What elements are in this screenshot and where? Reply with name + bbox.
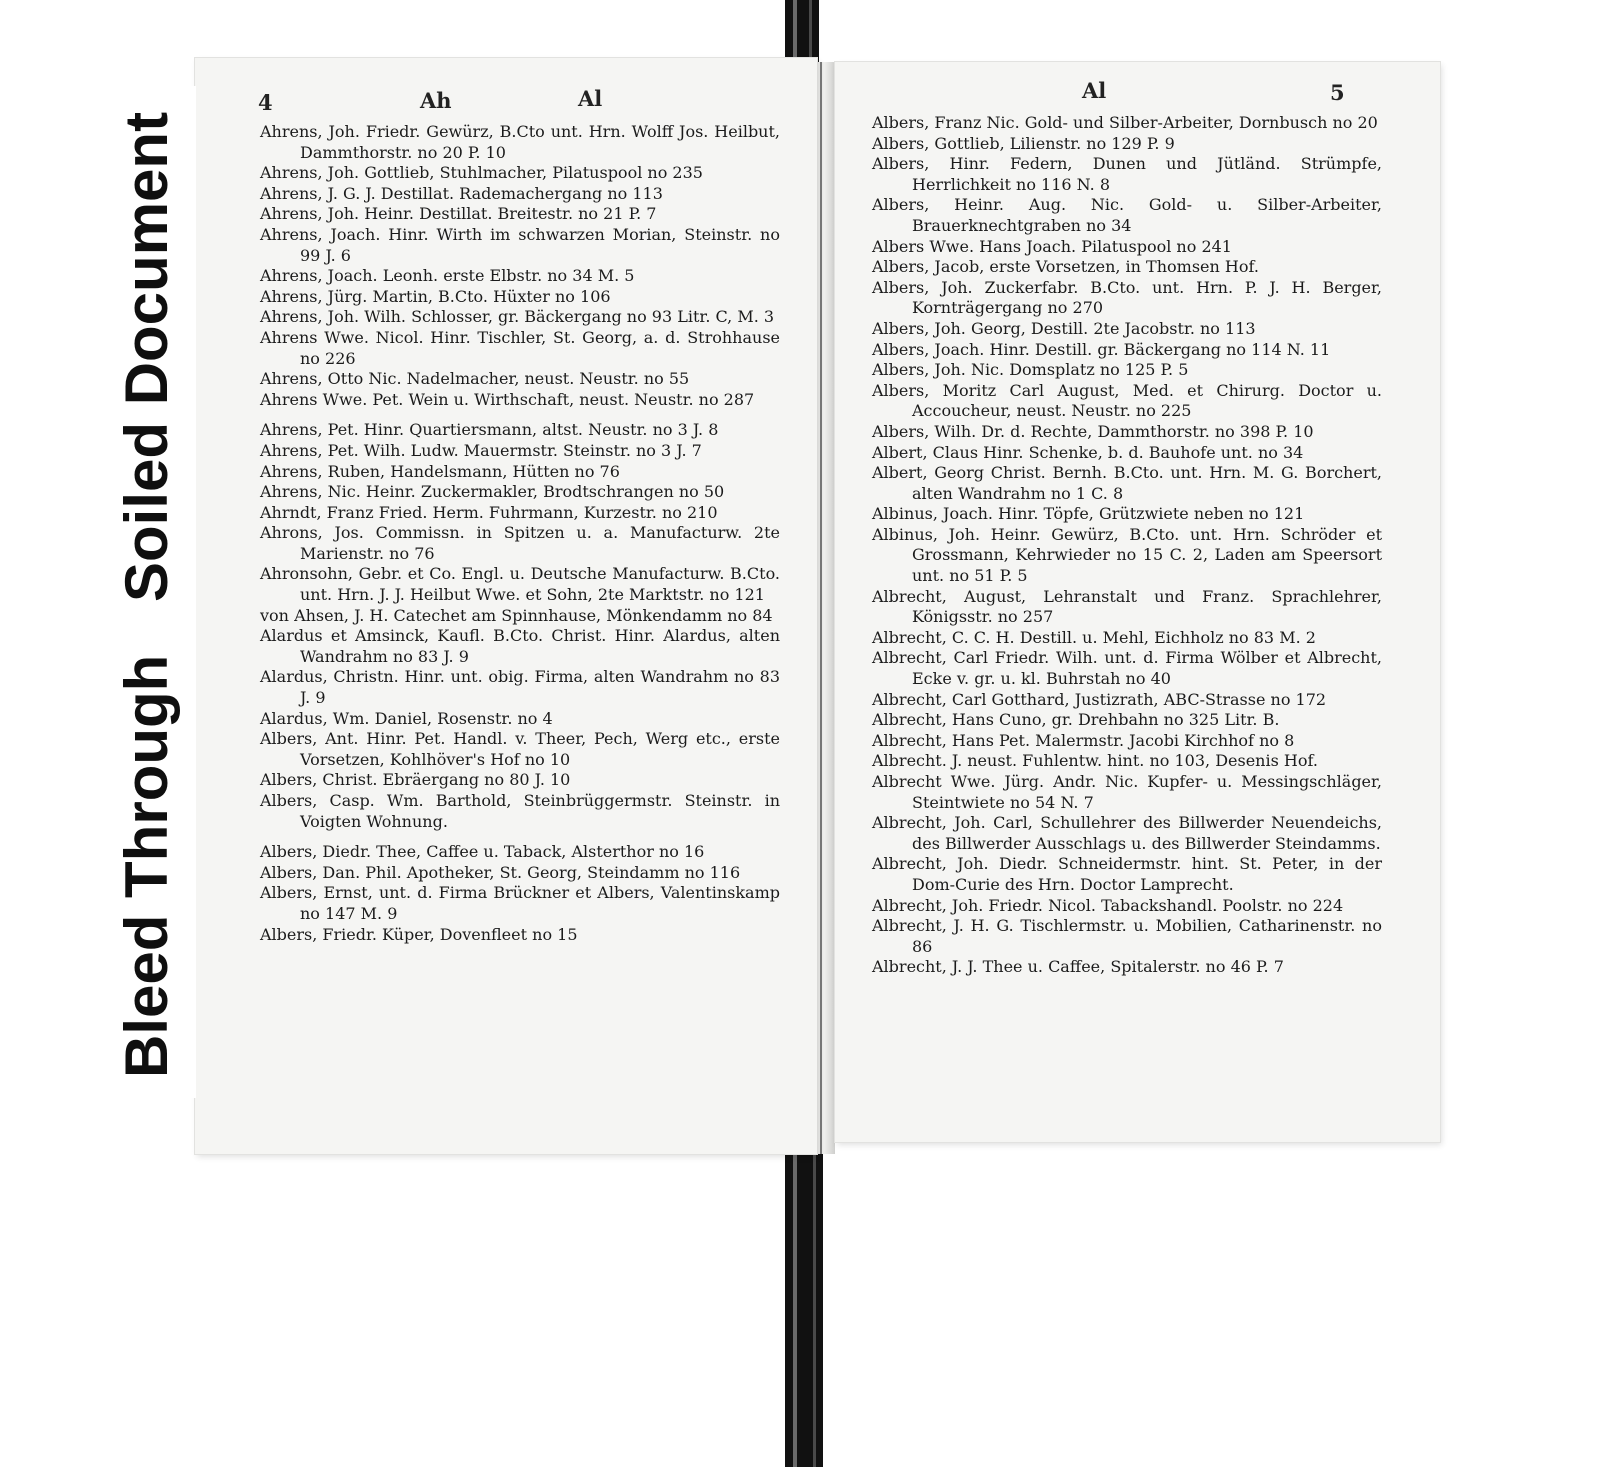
directory-entry: Ahrens, J. G. J. Destillat. Rademachergang no 113 <box>260 183 663 203</box>
left-entry-list <box>260 122 780 945</box>
directory-entry: Albrecht. J. neust. Fuhlentw. hint. no 103, Desenis Hof. <box>872 751 1318 771</box>
directory-entry: Albrecht, August, Lehranstalt und Franz. Sprachlehrer, Königsstr. no 257 <box>872 586 1382 627</box>
directory-entry: Ahrens, Joh. Gottlieb, Stuhlmacher, Pilatuspool no 235 <box>260 163 703 183</box>
directory-entry: Albers, Moritz Carl August, Med. et Chirurg. Doctor u. Accoucheur, neust. Neustr. no 225 <box>872 380 1382 421</box>
directory-entry: Albers Wwe. Hans Joach. Pilatuspool no 241 <box>872 236 1232 256</box>
directory-entry: Albrecht, Joh. Diedr. Schneidermstr. hint. St. Peter, in der Dom-Curie des Hrn. Doctor Lamprecht. <box>872 854 1382 894</box>
directory-entry: Alardus et Amsinck, Kaufl. B.Cto. Christ. Hinr. Alardus, alten Wandrahm no 83 J. 9 <box>260 626 780 666</box>
directory-entry: von Ahsen, J. H. Catechet am Spinnhause, Mönkendamm no 84 <box>260 605 773 625</box>
directory-entry: Ahrens, Otto Nic. Nadelmacher, neust. Neustr. no 55 <box>260 369 690 389</box>
directory-entry: Albers, Franz Nic. Gold- und Silber-Arbeiter, Dornbusch no 20 <box>872 113 1378 132</box>
directory-entry: Ahrens, Pet. Hinr. Quartiersmann, altst. Neustr. no 3 J. 8 <box>260 420 719 440</box>
right-page-number: 5 <box>1330 80 1345 105</box>
directory-entry: Albrecht, Carl Friedr. Wilh. unt. d. Firma Wölber et Albrecht, Ecke v. gr. u. kl. Buhrstah no 40 <box>872 648 1382 689</box>
directory-entry: Albers, Diedr. Thee, Caffee u. Taback, Alsterthor no 16 <box>260 842 705 862</box>
right-entry-list <box>872 113 1382 978</box>
bleed-through-label: Bleed Through <box>113 654 180 1078</box>
left-page-number: 4 <box>258 90 273 115</box>
directory-entry: Albers, Casp. Wm. Barthold, Steinbrüggermstr. Steinstr. in Voigten Wohnung. <box>260 791 780 831</box>
directory-entry: Albert, Georg Christ. Bernh. B.Cto. unt. Hrn. M. G. Borchert, alten Wandrahm no 1 C. 8 <box>872 463 1382 503</box>
binding-strip-top <box>785 0 819 62</box>
directory-entry: Ahrndt, Franz Fried. Herm. Fuhrmann, Kurzestr. no 210 <box>260 502 718 522</box>
directory-entry: Ahrens, Joach. Leonh. erste Elbstr. no 34 M. 5 <box>260 266 635 286</box>
soiled-document-stamp <box>92 86 196 622</box>
directory-entry: Albrecht, Hans Cuno, gr. Drehbahn no 325 Litr. B. <box>872 710 1280 730</box>
soiled-document-label: Soiled Document <box>113 111 180 602</box>
directory-entry: Ahrens, Pet. Wilh. Ludw. Mauermstr. Steinstr. no 3 J. 7 <box>260 440 702 460</box>
directory-entry: Ahrens, Joh. Wilh. Schlosser, gr. Bäckergang no 93 Litr. C, M. 3 <box>260 307 775 327</box>
directory-entry: Alardus, Christn. Hinr. unt. obig. Firma, alten Wandrahm no 83 J. 9 <box>260 667 780 708</box>
directory-entry: Albers, Gottlieb, Lilienstr. no 129 P. 9 <box>872 133 1175 153</box>
directory-entry: Albrecht, J. J. Thee u. Caffee, Spitalerstr. no 46 P. 7 <box>872 957 1284 977</box>
directory-entry: Albrecht, Joh. Carl, Schullehrer des Billwerder Neuendeichs, des Billwerder Ausschlags u. des Billwerder Steindamms. <box>872 813 1382 853</box>
directory-entry: Albers, Hinr. Federn, Dunen und Jütländ. Strümpfe, Herrlichkeit no 116 N. 8 <box>872 154 1382 194</box>
directory-entry: Albrecht Wwe. Jürg. Andr. Nic. Kupfer- u. Messingschläger, Steintwiete no 54 N. 7 <box>872 772 1382 812</box>
directory-entry: Albers, Christ. Ebräergang no 80 J. 10 <box>260 770 571 790</box>
directory-entry: Albinus, Joh. Heinr. Gewürz, B.Cto. unt. Hrn. Schröder et Grossmann, Kehrwieder no 15 C. 2, Laden am Speersort unt. no 51 P. 5 <box>872 524 1382 586</box>
directory-entry: Albers, Friedr. Küper, Dovenfleet no 15 <box>260 924 578 944</box>
directory-entry: Alardus, Wm. Daniel, Rosenstr. no 4 <box>260 708 553 728</box>
directory-entry: Albers, Joh. Nic. Domsplatz no 125 P. 5 <box>872 360 1189 380</box>
directory-entry: Albrecht, Joh. Friedr. Nicol. Tabackshandl. Poolstr. no 224 <box>872 895 1344 915</box>
left-header-to: Al <box>578 86 603 111</box>
directory-entry: Ahrens Wwe. Pet. Wein u. Wirthschaft, neust. Neustr. no 287 <box>260 389 755 409</box>
directory-entry: Albrecht, C. C. H. Destill. u. Mehl, Eichholz no 83 M. 2 <box>872 627 1316 647</box>
directory-entry: Albers, Wilh. Dr. d. Rechte, Dammthorstr. no 398 P. 10 <box>872 421 1314 441</box>
directory-entry: Albrecht, J. H. G. Tischlermstr. u. Mobilien, Catharinenstr. no 86 <box>872 916 1382 956</box>
directory-entry: Albers, Joh. Georg, Destill. 2te Jacobstr. no 113 <box>872 318 1256 338</box>
directory-entry: Ahrens, Joach. Hinr. Wirth im schwarzen Morian, Steinstr. no 99 J. 6 <box>260 224 780 265</box>
right-header: Al <box>1082 78 1107 103</box>
directory-entry: Albers, Ernst, unt. d. Firma Brückner et Albers, Valentinskamp no 147 M. 9 <box>260 883 780 923</box>
left-header-from: Ah <box>420 88 452 113</box>
book-gutter <box>817 62 835 1154</box>
directory-entry: Albers, Joh. Zuckerfabr. B.Cto. unt. Hrn. P. J. H. Berger, Kornträgergang no 270 <box>872 277 1382 318</box>
directory-entry: Albers, Dan. Phil. Apotheker, St. Georg, Steindamm no 116 <box>260 862 741 882</box>
directory-entry: Albers, Joach. Hinr. Destill. gr. Bäckergang no 114 N. 11 <box>872 339 1331 359</box>
directory-entry: Albrecht, Carl Gotthard, Justizrath, ABC-Strasse no 172 <box>872 689 1327 709</box>
directory-entry: Ahronsohn, Gebr. et Co. Engl. u. Deutsche Manufacturw. B.Cto. unt. Hrn. J. J. Heilbut Wwe. et Sohn, 2te Marktstr. no 121 <box>260 564 780 605</box>
directory-entry: Ahrens Wwe. Nicol. Hinr. Tischler, St. Georg, a. d. Strohhause no 226 <box>260 327 780 368</box>
directory-entry: Ahrens, Jürg. Martin, B.Cto. Hüxter no 106 <box>260 286 611 306</box>
directory-entry: Ahrens, Nic. Heinr. Zuckermakler, Brodtschrangen no 50 <box>260 482 725 502</box>
directory-entry: Ahrens, Ruben, Handelsmann, Hütten no 76 <box>260 461 620 481</box>
directory-entry: Albers, Ant. Hinr. Pet. Handl. v. Theer, Pech, Werg etc., erste Vorsetzen, Kohlhöver's Hof no 10 <box>260 729 780 769</box>
directory-entry: Albinus, Joach. Hinr. Töpfe, Grützwiete neben no 121 <box>872 504 1305 524</box>
directory-entry: Albers, Jacob, erste Vorsetzen, in Thomsen Hof. <box>872 257 1259 277</box>
directory-entry: Albers, Heinr. Aug. Nic. Gold- u. Silber-Arbeiter, Brauerknechtgraben no 34 <box>872 195 1382 235</box>
bleed-through-stamp <box>92 622 196 1098</box>
directory-entry: Ahrens, Joh. Friedr. Gewürz, B.Cto unt. Hrn. Wolff Jos. Heilbut, Dammthorstr. no 20 P. 10 <box>260 122 780 162</box>
directory-entry: Ahrons, Jos. Commissn. in Spitzen u. a. Manufacturw. 2te Marienstr. no 76 <box>260 523 780 563</box>
directory-entry: Albrecht, Hans Pet. Malermstr. Jacobi Kirchhof no 8 <box>872 730 1295 750</box>
binding-strip-bottom <box>785 1145 823 1467</box>
directory-entry: Ahrens, Joh. Heinr. Destillat. Breitestr. no 21 P. 7 <box>260 204 657 224</box>
directory-entry: Albert, Claus Hinr. Schenke, b. d. Bauhofe unt. no 34 <box>872 442 1304 462</box>
